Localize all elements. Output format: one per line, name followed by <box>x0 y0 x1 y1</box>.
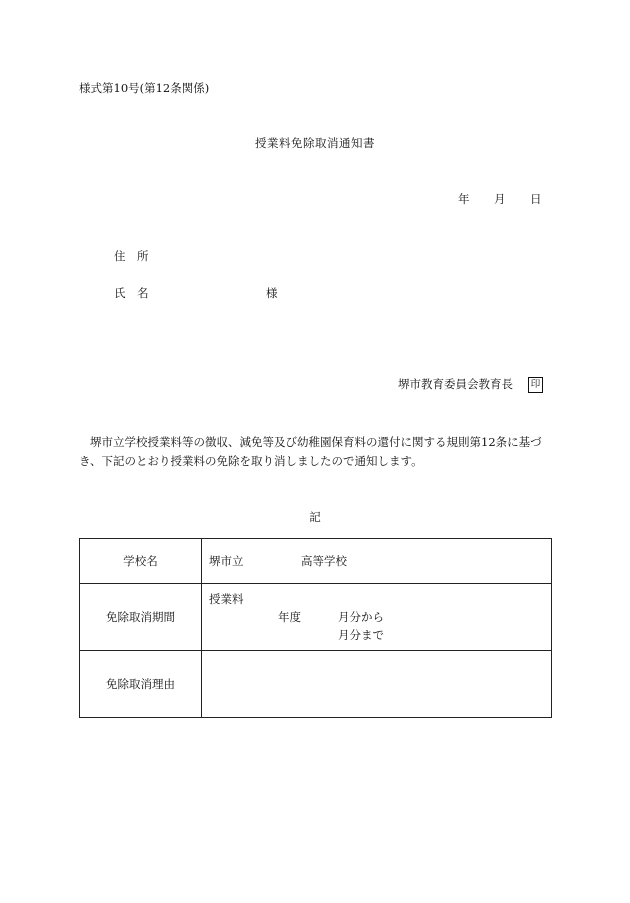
issuer-name: 堺市教育委員会教育長 <box>398 377 513 391</box>
period-label: 免除取消期間 <box>80 584 202 651</box>
fiscal-year-label: 年度 <box>278 610 301 624</box>
address-label: 住 所 <box>114 249 149 263</box>
date-month-label: 月 <box>494 192 506 206</box>
honorific: 様 <box>266 286 278 300</box>
reason-label: 免除取消理由 <box>80 651 202 718</box>
table-row-reason <box>80 651 552 718</box>
month-to-label: 月分まで <box>338 628 384 642</box>
table-row-school <box>80 539 552 584</box>
school-prefix: 堺市立 <box>209 554 244 568</box>
date-year-label: 年 <box>458 192 470 206</box>
seal-mark: 印 <box>528 377 543 393</box>
info-table <box>79 538 552 718</box>
name-label: 氏 名 <box>114 286 149 300</box>
form-number: 様式第10号(第12条関係) <box>79 81 210 95</box>
fee-label: 授業料 <box>209 592 244 606</box>
school-value-cell <box>202 539 552 584</box>
reason-value-cell <box>202 651 552 718</box>
school-suffix: 高等学校 <box>301 554 347 568</box>
month-from-label: 月分から <box>338 610 384 624</box>
document-title: 授業料免除取消通知書 <box>255 136 375 150</box>
table-row-period <box>80 584 552 651</box>
period-value-cell <box>202 584 552 651</box>
date-day-label: 日 <box>530 192 542 206</box>
school-label: 学校名 <box>80 539 202 584</box>
body-paragraph: 堺市立学校授業料等の徴収、減免等及び幼稚園保育料の還付に関する規則第12条に基づき、下記のとおり授業料の免除を取り消しましたので通知します。 <box>79 435 542 468</box>
ki-heading: 記 <box>309 510 321 524</box>
